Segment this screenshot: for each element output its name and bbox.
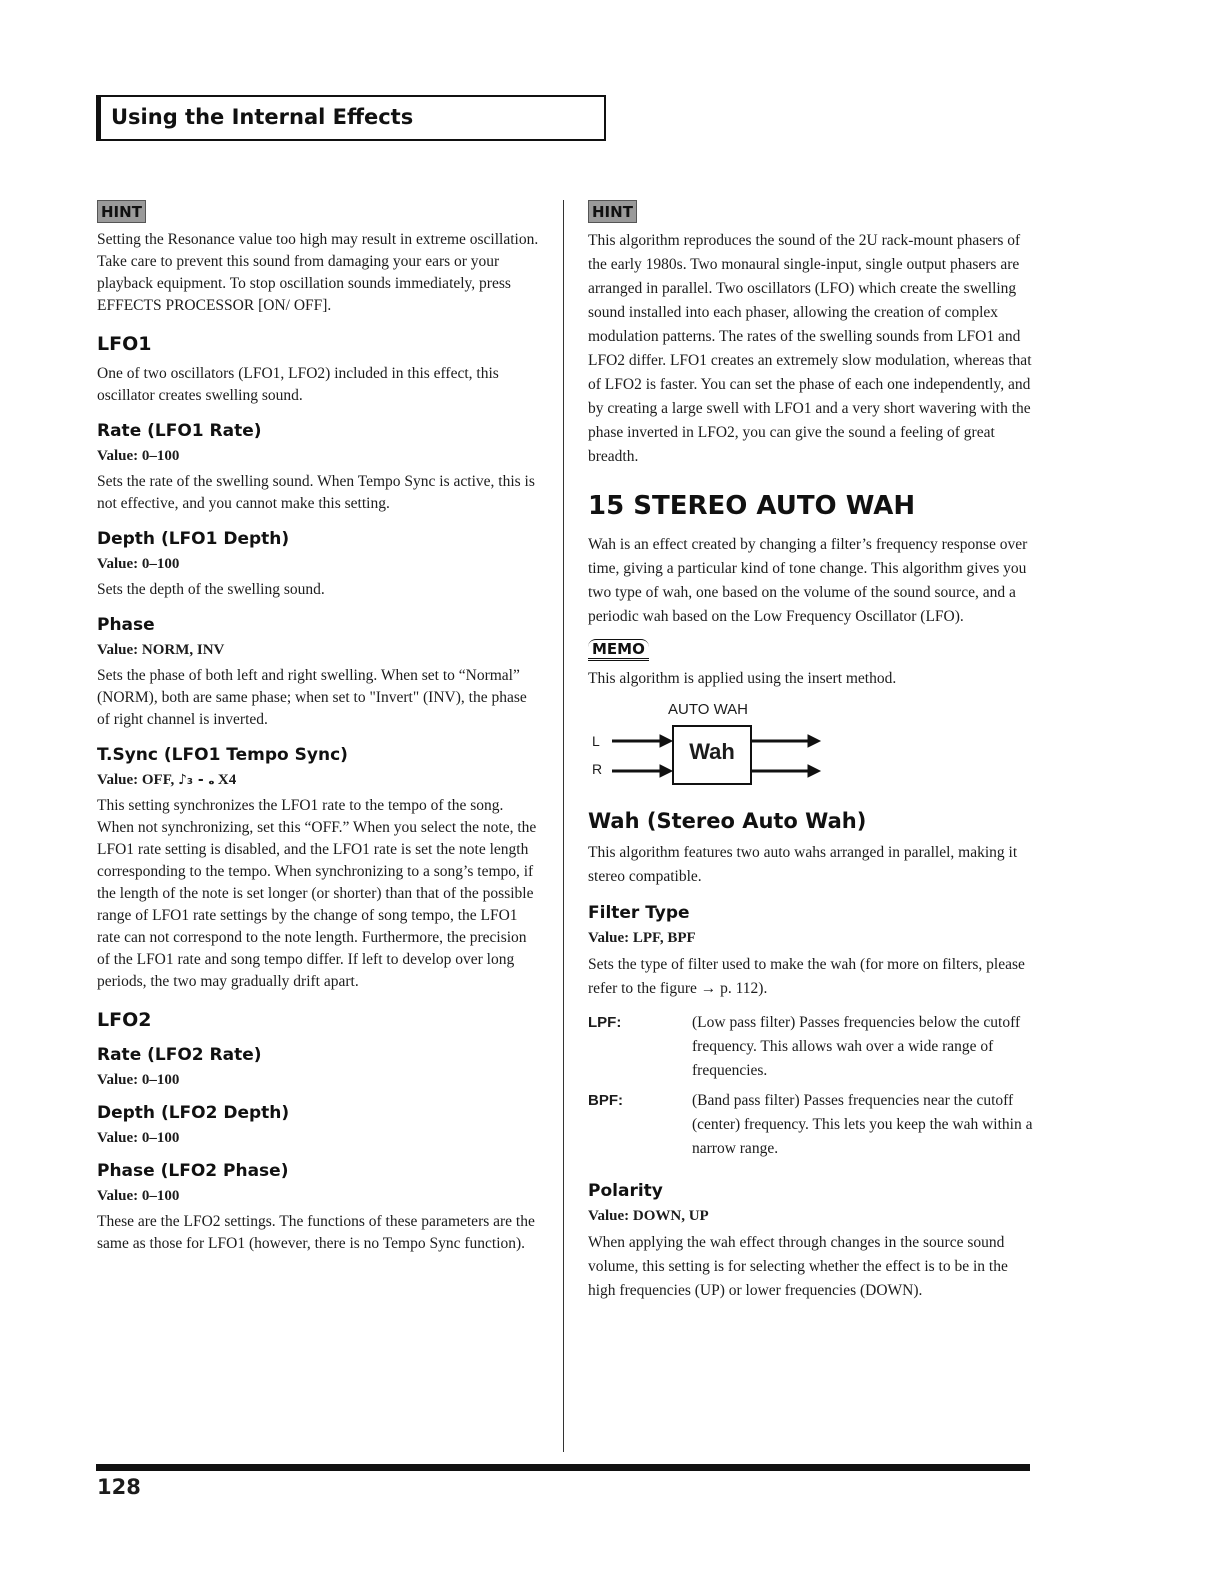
filter-heading: Filter Type bbox=[588, 903, 690, 923]
rate-value: Value: 0–100 bbox=[97, 448, 180, 464]
wah-block-label: Wah bbox=[689, 739, 735, 764]
rate2-value: Value: 0–100 bbox=[97, 1072, 180, 1088]
phase-text: Sets the phase of both left and right swelling. When set to “Normal” (NORM), both are same phase; when set to "Invert" (INV), the phase of right channel is inverted. bbox=[97, 667, 527, 728]
tsync-heading: T.Sync (LFO1 Tempo Sync) bbox=[97, 745, 348, 765]
depth2-heading: Depth (LFO2 Depth) bbox=[97, 1103, 290, 1123]
page-number: 128 bbox=[97, 1475, 141, 1499]
lfo1-heading: LFO1 bbox=[97, 333, 152, 355]
lfo2-heading: LFO2 bbox=[97, 1009, 152, 1031]
tsync-value-prefix: Value: OFF, bbox=[97, 772, 175, 788]
lfo1-text: One of two oscillators (LFO1, LFO2) included in this effect, this oscillator creates swelling sound. bbox=[97, 365, 499, 404]
lpf-desc: (Low pass filter) Passes frequencies below the cutoff frequency. This allows wah over a wide range of frequencies. bbox=[692, 1014, 1021, 1079]
wah-heading: Wah (Stereo Auto Wah) bbox=[588, 809, 867, 833]
auto-wah-diagram bbox=[588, 701, 848, 793]
right-column bbox=[588, 200, 1033, 1313]
section-text: Wah is an effect created by changing a filter’s frequency response over time, giving a particular kind of tone change. This algorithm gives you two type of wah, one based on the volume of the sound source, and a periodic wah based on the Low Frequency Oscillator (LFO). bbox=[588, 536, 1028, 625]
hint-icon: HINT bbox=[97, 200, 146, 223]
rate-text: Sets the rate of the swelling sound. When Tempo Sync is active, this is not effective, and you cannot make this setting. bbox=[97, 473, 535, 512]
hint-icon: HINT bbox=[588, 200, 637, 223]
depth-value: Value: 0–100 bbox=[97, 556, 180, 572]
phase-heading: Phase bbox=[97, 615, 155, 635]
depth2-value: Value: 0–100 bbox=[97, 1130, 180, 1146]
section-header-box bbox=[96, 95, 606, 141]
hint-text: Setting the Resonance value too high may result in extreme oscillation. Take care to prevent this sound from damaging your ears or your playback equipment. To stop oscillation sounds immediately, press EFFECTS PROCESSOR [ON/ OFF]. bbox=[97, 231, 539, 314]
section-heading: 15 STEREO AUTO WAH bbox=[588, 491, 916, 521]
footer-rule bbox=[96, 1464, 1030, 1471]
diagram-input-r: R bbox=[592, 761, 603, 777]
left-column bbox=[97, 200, 539, 1265]
rate-heading: Rate (LFO1 Rate) bbox=[97, 421, 262, 441]
rate2-heading: Rate (LFO2 Rate) bbox=[97, 1045, 262, 1065]
section-header-title: Using the Internal Effects bbox=[111, 105, 414, 129]
polarity-value: Value: DOWN, UP bbox=[588, 1208, 709, 1224]
lpf-term: LPF: bbox=[588, 1014, 622, 1031]
tsync-text: This setting synchronizes the LFO1 rate to the tempo of the song. When not synchronizing, set this “OFF.” When you select the note, the LFO1 rate setting is disabled, and the LFO1 rate is set the note length corresponding to the tempo. When synchronizing to a song’s tempo, if the length of the note is set longer (or shorter) than that of the possible range of LFO1 rate settings by the change of song tempo, the LFO1 rate can not correspond to the note length. Furthermore, the precision of the LFO1 rate and song tempo differ. If left to develop over long periods, the two may gradually drift apart. bbox=[97, 797, 537, 990]
wah-text: This algorithm features two auto wahs arranged in parallel, making it stereo compatible. bbox=[588, 844, 1018, 885]
note-range-icon: ♪₃ - 𝅝 bbox=[177, 772, 215, 788]
depth-text: Sets the depth of the swelling sound. bbox=[97, 581, 325, 598]
memo-text: This algorithm is applied using the insert method. bbox=[588, 670, 897, 687]
phase-value: Value: NORM, INV bbox=[97, 642, 225, 658]
filter-text: Sets the type of filter used to make the wah (for more on filters, please refer to the figure → p. 112). bbox=[588, 956, 1025, 997]
tsync-value-suffix: X4 bbox=[217, 772, 237, 788]
memo-icon: MEMO bbox=[588, 639, 649, 661]
filter-value: Value: LPF, BPF bbox=[588, 930, 696, 946]
phase2-value: Value: 0–100 bbox=[97, 1188, 180, 1204]
polarity-heading: Polarity bbox=[588, 1181, 663, 1201]
filter-definitions bbox=[588, 1011, 1033, 1167]
tsync-value bbox=[97, 772, 539, 789]
diagram-title: AUTO WAH bbox=[668, 701, 749, 718]
bpf-desc: (Band pass filter) Passes frequencies near the cutoff (center) frequency. This lets you keep the wah within a narrow range. bbox=[692, 1092, 1033, 1157]
signal-arrows bbox=[588, 701, 848, 793]
phase2-heading: Phase (LFO2 Phase) bbox=[97, 1161, 289, 1181]
hint-text: This algorithm reproduces the sound of the 2U rack-mount phasers of the early 1980s. Two monaural single-input, single output phasers are arranged in parallel. Two oscillators (LFO) which create the swelling sound installed into each phaser, allowing the creation of complex modulation patterns. The rates of the swelling sounds from LFO1 and LFO2 differ. LFO1 creates an extremely slow modulation, whereas that of LFO2 is faster. You can set the phase of each one independently, and by creating a large swell with LFO1 and a very short wavering with the phase inverted in LFO2, you can give the sound a feeling of great breadth. bbox=[588, 232, 1032, 465]
bpf-term: BPF: bbox=[588, 1092, 623, 1109]
polarity-text: When applying the wah effect through changes in the source sound volume, this setting is for selecting whether the effect is to be in the high frequencies (UP) or lower frequencies (DOWN). bbox=[588, 1234, 1008, 1299]
column-divider bbox=[563, 200, 564, 1452]
lfo2-text: These are the LFO2 settings. The functions of these parameters are the same as those for LFO1 (however, there is no Tempo Sync function). bbox=[97, 1213, 535, 1252]
diagram-input-l: L bbox=[592, 733, 600, 749]
depth-heading: Depth (LFO1 Depth) bbox=[97, 529, 290, 549]
